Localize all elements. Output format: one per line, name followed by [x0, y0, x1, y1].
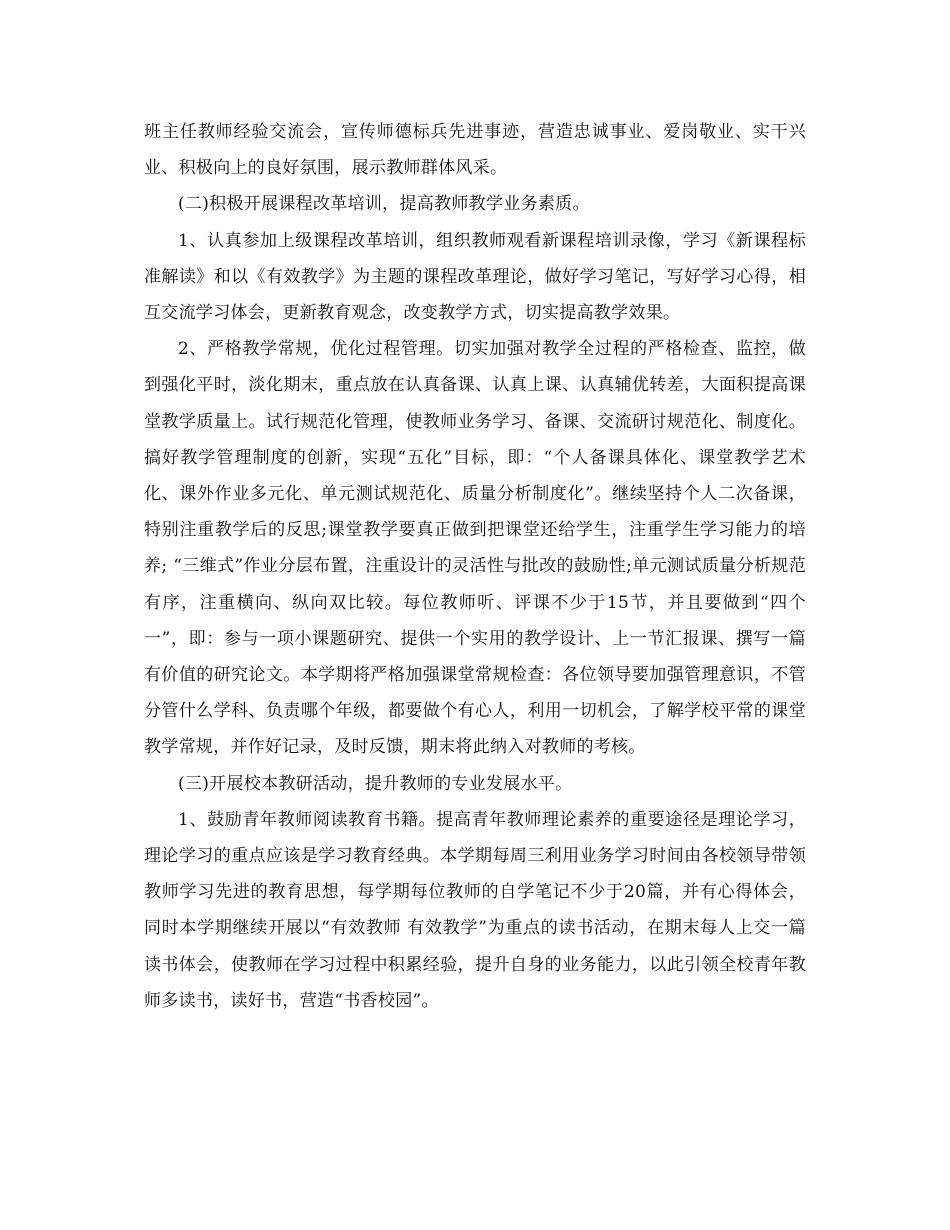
paragraph-1: 班主任教师经验交流会，宣传师德标兵先进事迹，营造忠诚事业、爱岗敬业、实干兴业、积极向上的良好氛围，展示教师群体风采。: [144, 122, 806, 179]
paragraph-6: 1、鼓励青年教师阅读教育书籍。提高青年教师理论素养的重要途径是理论学习，理论学习的重点应该是学习教育经典。本学期每周三利用业务学习时间由各校领导带领教师学习先进的教育思想，每学期每位教师的自学笔记不少于20篇，并有心得体会，同时本学期继续开展以“有效教师 有效教学”为重点的读书活动，在期末每人上交一篇读书体会，使教师在学习过程中积累经验，提升自身的业务能力，以此引领全校青年教师多读书，读好书，营造“书香校园”。: [144, 809, 806, 1011]
paragraph-3: 1、认真参加上级课程改革培训，组织教师观看新课程培训录像，学习《新课程标准解读》和以《有效教学》为主题的课程改革理论，做好学习笔记，写好学习心得，相互交流学习体会，更新教育观念，改变教学方式，切实提高教学效果。: [144, 230, 806, 324]
paragraph-4: 2、严格教学常规，优化过程管理。切实加强对教学全过程的严格检查、监控，做到强化平时，淡化期末，重点放在认真备课、认真上课、认真辅优转差，大面积提高课堂教学质量上。试行规范化管理，使教师业务学习、备课、交流研讨规范化、制度化。搞好教学管理制度的创新，实现“五化”目标，即：“个人备课具体化、课堂教学艺术化、课外作业多元化、单元测试规范化、质量分析制度化”。继续坚持个人二次备课，特别注重教学后的反思;课堂教学要真正做到把课堂还给学生，注重学生学习能力的培养; “三维式”作业分层布置，注重设计的灵活性与批改的鼓励性;单元测试质量分析规范有序，注重横向、纵向双比较。每位教师听、评课不少于15节，并且要做到“四个一”，即：参与一项小课题研究、提供一个实用的教学设计、上一节汇报课、撰写一篇有价值的研究论文。本学期将严格加强课堂常规检查：各位领导要加强管理意识，不管分管什么学科、负责哪个年级，都要做个有心人，利用一切机会，了解学校平常的课堂教学常规，并作好记录，及时反馈，期末将此纳入对教师的考核。: [144, 339, 806, 758]
document-body: [144, 114, 806, 1019]
paragraph-5-heading: (三)开展校本教研活动，提升教师的专业发展水平。: [178, 773, 573, 794]
paragraph-2-heading: (二)积极开展课程改革培训，提高教师教学业务素质。: [178, 194, 590, 215]
